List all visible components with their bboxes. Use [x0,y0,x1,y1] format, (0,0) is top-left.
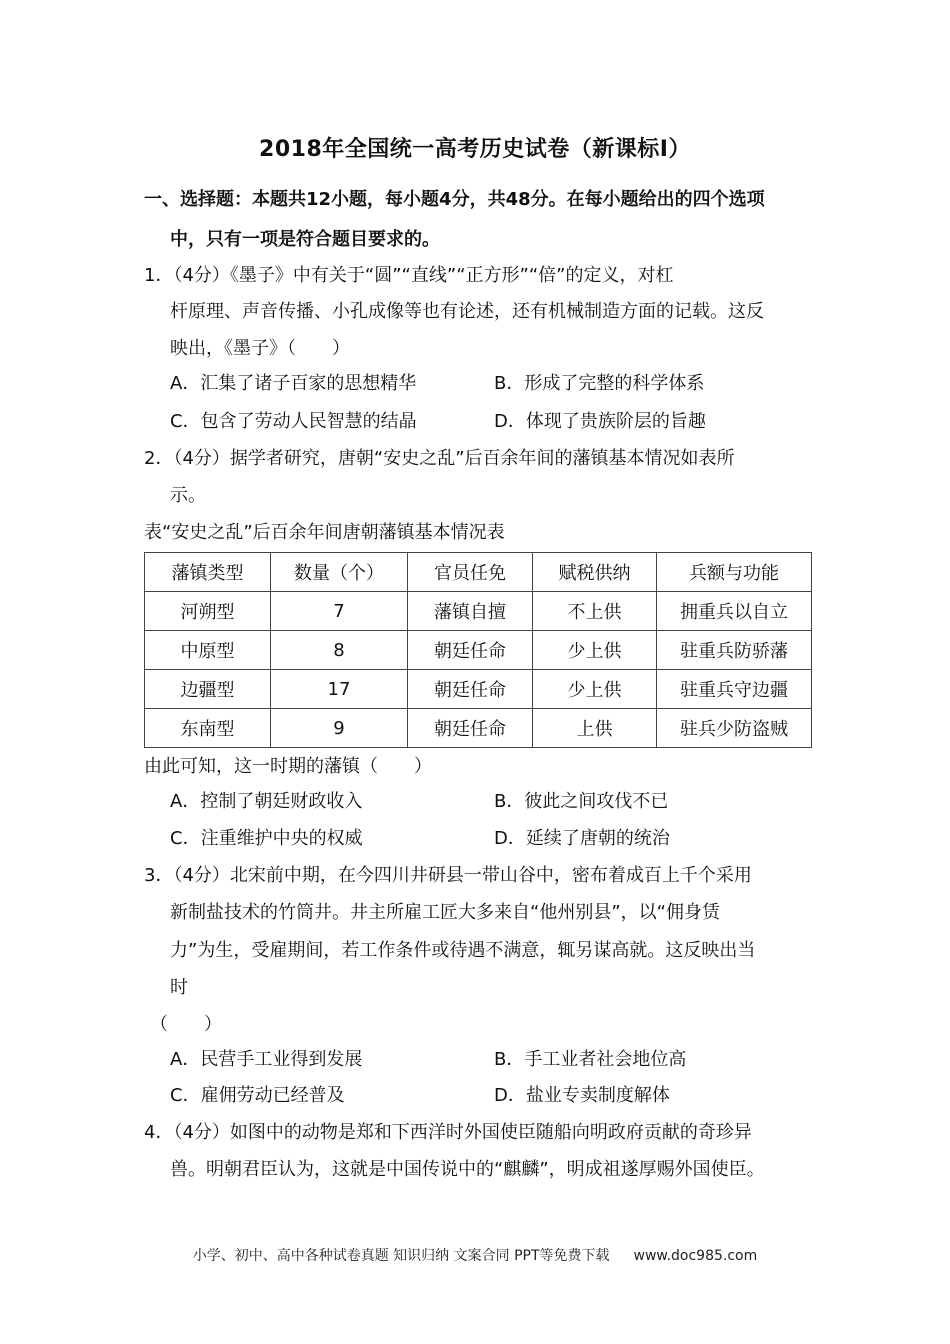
q1-option-d: D．体现了贵族阶层的旨趣 [494,411,706,432]
footer-url[interactable]: www.doc985.com [633,1248,758,1264]
q2-stem-line-1: 2．（4分）据学者研究，唐朝“安史之乱”后百余年间的藩镇基本情况如表所 [144,448,735,469]
q1-option-c: C．包含了劳动人民智慧的结晶 [170,411,417,432]
page-footer [0,1245,950,1265]
table-cell: 朝廷任命 [408,709,533,748]
q3-stem-line-1: 3．（4分）北宋前中期，在今四川井研县一带山谷中，密布着成百上千个采用 [144,865,752,886]
table-cell: 朝廷任命 [408,631,533,670]
footer-text: 小学、初中、高中各种试卷真题 知识归纳 文案合同 PPT等免费下载 [192,1248,610,1264]
table-header-row [145,553,812,592]
table-cell: 9 [271,709,408,748]
table-cell: 少上供 [533,670,657,709]
table-header-cell: 赋税供纳 [533,553,657,592]
table-cell: 驻兵少防盗贼 [657,709,812,748]
table-cell: 不上供 [533,592,657,631]
table-cell: 少上供 [533,631,657,670]
q1-option-b: B．形成了完整的科学体系 [494,373,705,394]
table-cell: 驻重兵守边疆 [657,670,812,709]
q3-option-b: B．手工业者社会地位高 [494,1049,687,1070]
q3-stem-line-2: 新制盐技术的竹筒井。井主所雇工匠大多来自“他州别县”，以“佣身赁 [170,902,720,923]
table-row [145,631,812,670]
table-row [145,592,812,631]
table-cell: 驻重兵防骄藩 [657,631,812,670]
q4-stem-line-1: 4．（4分）如图中的动物是郑和下西洋时外国使臣随船向明政府贡献的奇珍异 [144,1122,752,1143]
q1-option-a: A．汇集了诸子百家的思想精华 [170,373,417,394]
fanzhen-table [144,552,812,748]
table-cell: 边疆型 [145,670,271,709]
table-header-cell: 藩镇类型 [145,553,271,592]
q4-stem-line-2: 兽。明朝君臣认为，这就是中国传说中的“麒麟”，明成祖遂厚赐外国使臣。 [170,1159,765,1180]
q2-option-b: B．彼此之间攻伐不已 [494,791,669,812]
q3-answer-bracket: （ ） [150,1014,222,1035]
q3-option-c: C．雇佣劳动已经普及 [170,1085,345,1106]
table-cell: 东南型 [145,709,271,748]
table-cell: 拥重兵以自立 [657,592,812,631]
section-heading-line-1: 一、选择题：本题共12小题，每小题4分，共48分。在每小题给出的四个选项 [144,189,765,210]
table-cell: 河朔型 [145,592,271,631]
q1-stem-line-3: 映出，《墨子》（ ） [170,338,350,359]
table-cell: 7 [271,592,408,631]
table-row [145,709,812,748]
table-row [145,670,812,709]
q2-option-c: C．注重维护中央的权威 [170,828,363,849]
q1-stem-line-1: 1．（4分）《墨子》中有关于“圆”“直线”“正方形”“倍”的定义，对杠 [144,265,674,286]
table-cell: 中原型 [145,631,271,670]
table-cell: 上供 [533,709,657,748]
q2-option-a: A．控制了朝廷财政收入 [170,791,363,812]
table-cell: 藩镇自擅 [408,592,533,631]
section-heading-line-2: 中，只有一项是符合题目要求的。 [170,229,440,250]
exam-title: 2018年全国统一高考历史试卷（新课标Ⅰ） [259,137,691,162]
q2-stem-tail: 由此可知，这一时期的藩镇（ ） [144,756,432,777]
q1-stem-line-2: 杆原理、声音传播、小孔成像等也有论述，还有机械制造方面的记载。这反 [170,301,764,322]
q3-stem-line-3: 力”为生，受雇期间，若工作条件或待遇不满意，辄另谋高就。这反映出当 [170,940,756,961]
table-cell: 17 [271,670,408,709]
table-cell: 8 [271,631,408,670]
q2-table-caption: 表“安史之乱”后百余年间唐朝藩镇基本情况表 [144,522,505,543]
q3-stem-line-4: 时 [170,977,188,998]
q2-option-d: D．延续了唐朝的统治 [494,828,670,849]
q3-option-a: A．民营手工业得到发展 [170,1049,363,1070]
table-header-cell: 兵额与功能 [657,553,812,592]
table-header-cell: 官员任免 [408,553,533,592]
table-cell: 朝廷任命 [408,670,533,709]
q3-option-d: D．盐业专卖制度解体 [494,1085,670,1106]
table-header-cell: 数量（个） [271,553,408,592]
q2-stem-line-2: 示。 [170,485,206,506]
